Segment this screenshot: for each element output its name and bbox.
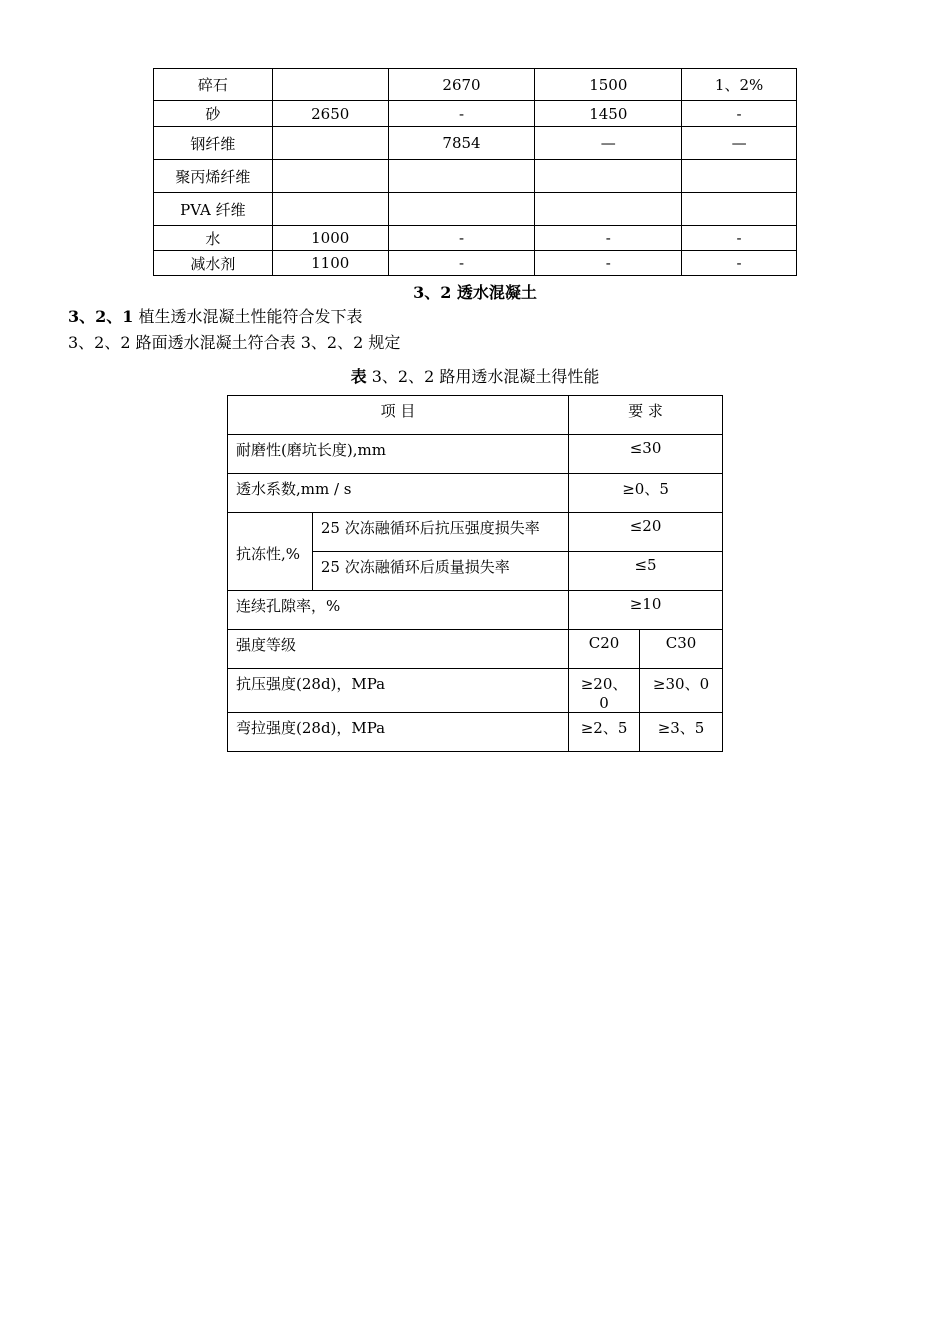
row-value: ≤5	[569, 552, 723, 591]
table-cell: -	[682, 226, 797, 251]
table-cell: -	[388, 251, 535, 276]
table-cell: 2650	[272, 101, 388, 127]
row-label: 弯拉强度(28d)，MPa	[228, 713, 569, 752]
table-caption	[0, 364, 950, 387]
grade-c30: C30	[640, 630, 723, 669]
row-value: ≥20、0	[569, 669, 640, 713]
table-cell: 1450	[535, 101, 682, 127]
table-cell: -	[682, 251, 797, 276]
clause-number: 3、2、1	[68, 307, 134, 326]
table-cell	[388, 160, 535, 193]
table-cell	[272, 160, 388, 193]
table-cell: 1、2%	[682, 69, 797, 101]
requirements-table	[227, 395, 723, 752]
row-value: ≤30	[569, 435, 723, 474]
material-name-cell: 碎石	[154, 69, 273, 101]
table-row	[154, 101, 797, 127]
paragraph-3-2-1	[68, 304, 363, 327]
table-cell: 1100	[272, 251, 388, 276]
table-row	[154, 160, 797, 193]
table-cell	[535, 160, 682, 193]
table-cell: -	[388, 226, 535, 251]
table-row	[154, 251, 797, 276]
row-label: 抗压强度(28d)，MPa	[228, 669, 569, 713]
frost-label: 抗冻性,%	[228, 513, 313, 591]
table-cell: -	[682, 101, 797, 127]
row-sublabel: 25 次冻融循环后质量损失率	[312, 552, 568, 591]
row-label: 透水系数,mm / s	[228, 474, 569, 513]
table-cell: 2670	[388, 69, 535, 101]
row-label: 连续孔隙率，%	[228, 591, 569, 630]
table-row	[228, 591, 723, 630]
table-cell: 1000	[272, 226, 388, 251]
table-cell: 7854	[388, 127, 535, 160]
row-value: ≥30、0	[640, 669, 723, 713]
grade-c20: C20	[569, 630, 640, 669]
table-cell	[272, 193, 388, 226]
table-row	[154, 193, 797, 226]
table-cell: -	[535, 226, 682, 251]
row-sublabel: 25 次冻融循环后抗压强度损失率	[312, 513, 568, 552]
table-row	[228, 435, 723, 474]
table-row	[154, 127, 797, 160]
table-row	[228, 474, 723, 513]
material-name-cell: 水	[154, 226, 273, 251]
table-cell	[388, 193, 535, 226]
materials-table	[153, 68, 797, 276]
table-cell	[272, 69, 388, 101]
table-header-row	[228, 396, 723, 435]
table-cell: —	[535, 127, 682, 160]
header-requirement: 要 求	[569, 396, 723, 435]
row-label: 强度等级	[228, 630, 569, 669]
table-cell	[682, 193, 797, 226]
table-row	[228, 513, 723, 552]
table-cell: —	[682, 127, 797, 160]
paragraph-3-2-2: 3、2、2 路面透水混凝土符合表 3、2、2 规定	[68, 333, 401, 352]
row-value: ≥10	[569, 591, 723, 630]
material-name-cell: PVA 纤维	[154, 193, 273, 226]
material-name-cell: 减水剂	[154, 251, 273, 276]
table-row	[154, 69, 797, 101]
row-value: ≥2、5	[569, 713, 640, 752]
material-name-cell: 聚丙烯纤维	[154, 160, 273, 193]
caption-prefix: 表	[350, 367, 367, 386]
row-value: ≥3、5	[640, 713, 723, 752]
clause-text: 植生透水混凝土性能符合发下表	[133, 307, 363, 326]
row-label: 耐磨性(磨坑长度),mm	[228, 435, 569, 474]
table-row	[228, 669, 723, 713]
table-cell	[272, 127, 388, 160]
material-name-cell: 砂	[154, 101, 273, 127]
row-value: ≤20	[569, 513, 723, 552]
table-row	[228, 713, 723, 752]
header-item: 项 目	[228, 396, 569, 435]
caption-text: 3、2、2 路用透水混凝土得性能	[366, 367, 600, 386]
table-cell	[682, 160, 797, 193]
section-heading: 3、2 透水混凝土	[413, 283, 537, 302]
table-cell: -	[388, 101, 535, 127]
table-row	[228, 630, 723, 669]
table-row	[154, 226, 797, 251]
table-cell: -	[535, 251, 682, 276]
row-value: ≥0、5	[569, 474, 723, 513]
table-cell: 1500	[535, 69, 682, 101]
material-name-cell: 钢纤维	[154, 127, 273, 160]
table-cell	[535, 193, 682, 226]
